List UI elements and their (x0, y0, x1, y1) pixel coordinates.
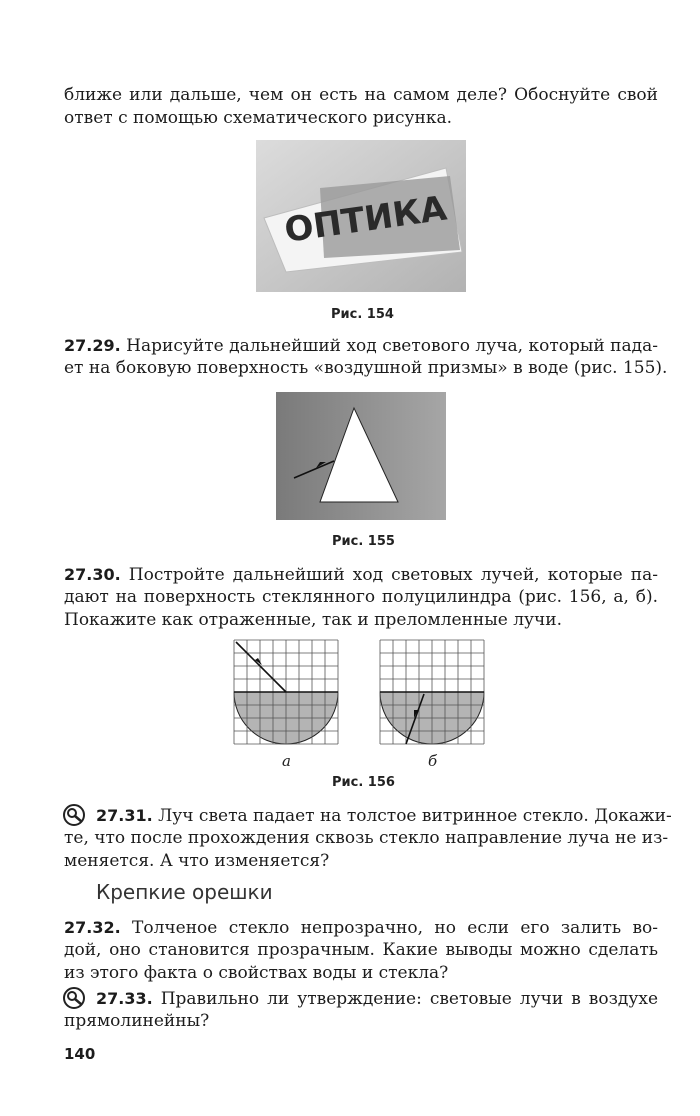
figure-156-caption: Рис. 156 (332, 775, 395, 790)
task-27-33-line-2: прямолинейны? (64, 1011, 210, 1031)
intro-line-2: ответ с помощью схематического рисунка. (64, 108, 453, 128)
figure-156b-label: б (428, 752, 438, 770)
figure-155-prism (276, 392, 446, 520)
task-27-31-line-3: меняется. А что изменяется? (64, 851, 330, 871)
task-27-33-line-1 (96, 987, 658, 1011)
figure-154-caption: Рис. 154 (331, 307, 394, 322)
key-magnifier-icon (62, 803, 90, 827)
task-number: 27.31. (96, 806, 153, 825)
task-27-32-line-2: дой, оно становится прозрачным. Какие выводы можно сделать (64, 940, 658, 960)
figure-154-photo (256, 140, 466, 292)
task-27-30-line-3: Покажите как отраженные, так и преломленные лучи. (64, 610, 562, 630)
task-27-31-line-1 (96, 804, 672, 828)
task-27-31-line-2: те, что после прохождения сквозь стекло направление луча не из- (64, 828, 669, 848)
task-27-30-line-1 (64, 563, 658, 587)
figure-155-caption: Рис. 155 (332, 534, 395, 549)
section-heading: Крепкие орешки (96, 880, 273, 904)
task-number: 27.30. (64, 565, 121, 584)
figure-154-word: ОПТИКА (282, 188, 450, 251)
task-text: Правильно ли утверждение: световые лучи в воздухе (160, 989, 659, 1009)
task-number: 27.33. (96, 989, 153, 1008)
figure-156b-grid (378, 638, 488, 748)
task-text: Постройте дальнейший ход световых лучей, которые па- (128, 565, 658, 585)
page-number: 140 (64, 1045, 96, 1063)
task-text: Луч света падает на толстое витринное стекло. Докажи- (158, 806, 672, 826)
task-text: Толченое стекло непрозрачно, но если его залить во- (132, 918, 658, 938)
task-27-29-line-1 (64, 334, 658, 358)
task-27-32-line-1 (64, 916, 658, 940)
key-magnifier-icon (62, 986, 90, 1010)
task-27-30-line-2: дают на поверхность стеклянного полуцилиндра (рис. 156, а, б). (64, 587, 658, 607)
task-27-29-line-2: ет на боковую поверхность «воздушной призмы» в воде (рис. 155). (64, 358, 668, 378)
intro-line-1: ближе или дальше, чем он есть на самом деле? Обоснуйте свой (64, 85, 658, 105)
figure-156a-label: а (282, 752, 291, 770)
task-text: Нарисуйте дальнейший ход светового луча, который пада- (126, 336, 658, 356)
task-number: 27.29. (64, 336, 121, 355)
task-number: 27.32. (64, 918, 121, 937)
task-27-32-line-3: из этого факта о свойствах воды и стекла? (64, 963, 449, 983)
figure-156a-grid (232, 638, 342, 748)
